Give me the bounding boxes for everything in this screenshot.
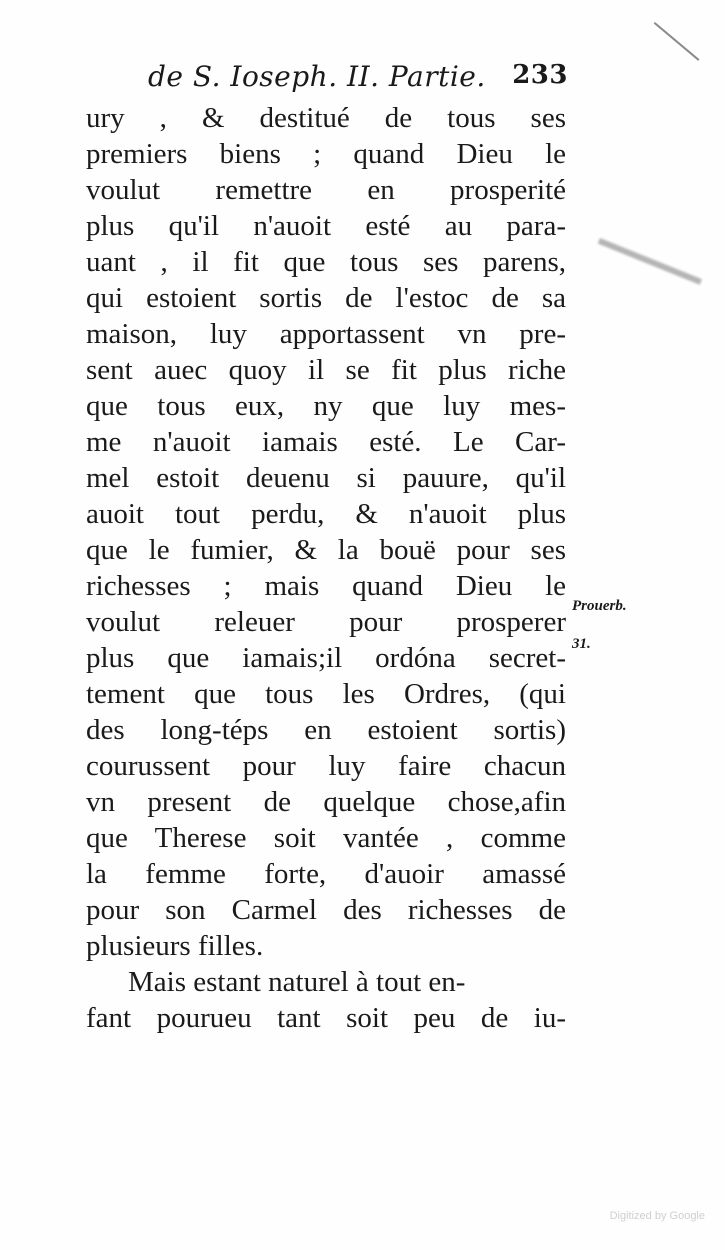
margin-note-book: Prouerb. — [572, 598, 627, 614]
page-corner-crease — [654, 22, 700, 61]
text-line: que tous eux, ny que luy mes- — [86, 390, 566, 422]
text-line: que le fumier, & la bouë pour ses — [86, 534, 566, 566]
text-line: que Therese soit vantée , comme — [86, 822, 566, 854]
text-line: richesses ; mais quand Dieu le — [86, 570, 566, 602]
text-line: premiers biens ; quand Dieu le — [86, 138, 566, 170]
text-line: Mais estant naturel à tout en- — [128, 966, 466, 998]
text-line: uant , il fit que tous ses parens, — [86, 246, 566, 278]
text-line: maison, luy apportassent vn pre- — [86, 318, 566, 350]
text-line: voulut remettre en prosperité — [86, 174, 566, 206]
text-line: tement que tous les Ordres, (qui — [86, 678, 566, 710]
margin-note-chapter: 31. — [572, 636, 591, 652]
text-line: fant pourueu tant soit peu de iu- — [86, 1002, 566, 1034]
text-line: mel estoit deuenu si pauure, qu'il — [86, 462, 566, 494]
digitization-watermark: Digitized by Google — [609, 1210, 705, 1222]
text-line: sent auec quoy il se fit plus riche — [86, 354, 566, 386]
text-line: vn present de quelque chose,afin — [86, 786, 566, 818]
body-text — [86, 100, 566, 1036]
text-line: courussent pour luy faire chacun — [86, 750, 566, 782]
text-line: ury , & destitué de tous ses — [86, 102, 566, 134]
text-line: qui estoient sortis de l'estoc de sa — [86, 282, 566, 314]
text-line: auoit tout perdu, & n'auoit plus — [86, 498, 566, 530]
ink-smudge — [598, 238, 702, 285]
text-line: plus que iamais;il ordóna secret- — [86, 642, 566, 674]
text-line: pour son Carmel des richesses de — [86, 894, 566, 926]
text-line: des long-téps en estoient sortis) — [86, 714, 566, 746]
running-title: de S. Ioseph. II. Partie. — [148, 60, 486, 93]
running-header — [148, 60, 568, 100]
text-line: me n'auoit iamais esté. Le Car- — [86, 426, 566, 458]
text-line: voulut releuer pour prosperer — [86, 606, 566, 638]
page-number: 233 — [512, 60, 568, 90]
text-line: plusieurs filles. — [86, 930, 264, 962]
text-line: plus qu'il n'auoit esté au para- — [86, 210, 566, 242]
text-line: la femme forte, d'auoir amassé — [86, 858, 566, 890]
